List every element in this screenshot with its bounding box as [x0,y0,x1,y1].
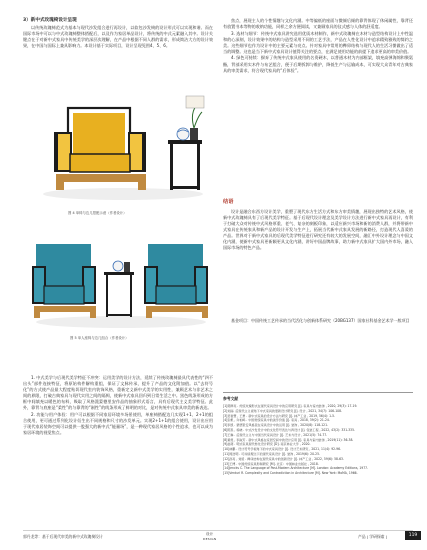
paragraph: 焦点，展现主人的个性情趣与文化内涵。中等偏低的座面与微倾后倾的靠背体现了休闲属性，靠背还有放置书本等物的收纳功能，同样之余方便阅读，又兼顾家具的仪式感与人体的舒适度。 [223,18,413,30]
references-heading: 参考文献 [223,396,239,401]
paragraph: 3. 选材与细节：传统中式家具讲究选用优质木材制作，新中式玫瑰椅在木材与造型结构设计上中性温和的心深刻，设计效果中的结构与造型采用不同的工艺手法，产品在人性化设计中追求精致雅致的简约之美。这些细节也作为设计中的主要元素与亮点。针对家具中常用的榫卯结构与现代人的生活习惯做出了适当的调整。这也是当下新中式家具设计值得关注的要点，在满足使用功能的前提下追求更高的审美价值。 [223,30,413,54]
figure-6-sofa-set-and-views [24,345,214,370]
reference-item: [9]赵萌 . 明式家具现代转化设计研究 [D]. 南京林业大学 , 2020. [223,442,311,447]
paragraph: 2. 功能与用户体验：用户可以根据不同家居环境多场景使用，单座椅搭配边几实现1+1、2+1的组合使用，更可通过系列化设计衍生出不同规格和尺寸的沙发单元。实现2+1+1的组合使用，设计出应用于现代家居装饰空间可以提供一股强大的新中式“能量场”，是一种现代家居风格的个性追求，也可以成为家居环境的视觉焦点。 [23,411,213,436]
left-column-text [23,18,213,50]
figure-5-chairs-sidetable [26,222,213,332]
reference-item: [4]张帆 , 许柏鸣 . 中国传统家具中的美学价值 [J]. 家具 , 2018, 39(2): 21-24. [223,418,330,423]
reference-item: [12]孙亮 , 刘毅 . 榫卯结构在现代家具中的创新设计 [J]. 林产工业 , 2022, 59(6): 58-63. [223,456,344,461]
footer-journal-cn: 设计 [206,532,214,536]
conclusion-heading: 结语 [223,199,234,205]
paragraph: 1. 中式美学与后现代美学特征不冲突：运用美学的设计方法，延续了传统玫瑰椅最具代表性的“四不出头”部件连接特征，将原始构件解构重组，保证了文脉传承，提升了产品的文化附加值。以“去符号化”的方式使产品最大程度贴切现代室内装饰风格，重新定义新中式美学的实用性，兼顾艺术与非艺术之间的界限，打破古典家具与现代实用之间的隔阂，使新中式家具回归到日常生活之中。黑色线条形成的方框中间填充以暖色的布料，吸取了风格派蒙德里安作品的抽象形式语言，具有后现代主义美学特征。此外，靠背与底座是“柔性”的与靠背的“刚性”的线条形成了鲜明的对比，是对传统中式家具审美的新表达。 [23,375,213,411]
reference-item: [1]郭修亮 . 传统玫瑰形式在现代家具设计中的应用研究 [J]. 家具与室内装饰 , 2020, 29(3): 17-19. [223,404,358,408]
section-heading: 3）新中式玫瑰椅设计呈现 [23,18,77,23]
references-list [223,404,413,476]
reference-item: [5]李凯 . 蒙德里安风格派在家具设计中的运用 [J]. 装饰 , 2020(8): 118-121. [223,423,329,428]
reference-item: [7]王琳 . 后现代主义与中国当代家具设计 [J]. 艺术与设计 , 2021(5): 74-77. [223,432,328,437]
references-section [223,392,413,525]
conclusion-text [223,209,413,251]
footer-journal-en: DESIGN [203,537,217,541]
reference-item: [14]Jencks C. The Language of Post-Modern Architecture [M]. London: Academy Editions, 1977. [223,466,369,471]
paragraph: 4. 绿色可持续：摒弃了传统中式家具使用的名贵硬木，以普通木材为内部框架，填充高弹海绵和聚氨酯，背部采用实木件与布艺组合，便于后期拆卸与维护，降低生产与运输成本，可实现大众青年对古典家具的审美需求，符合现代家具的“后体验”。 [223,55,413,73]
right-column-text [223,18,413,74]
figure-5-caption: 图 5 单人座椅与边几组合（作者设计） [70,336,129,340]
paragraph: 以传统玫瑰椅范式为基本与现代沙发组合进行再设计，以软包沙发椅的设计形式可以实现和谐。而在国际市场中可以与中式玫瑰椅整体搭配后，以及作为家居单品设计，将传统的中式元素融入其中。设计关键点在于对新中式家具中传统美学的深层次理解，在产品中根据不同人群的需求，形成简洁大方的设计效果，在中国与国际上兼具影响力。本设计基于实际项目，设计呈现见图4、5、6。 [23,25,213,49]
fund-note: 基金项目：中国传统工艺传承的当代活化与创新体系研究（20BG137）国家社科基金艺术学一般项目 [231,318,410,323]
figure-4-chair-sidetable [28,88,213,206]
figure-4-caption: 图 4 单椅与边几搭配示意（作者设计） [68,211,127,215]
reference-item: [11]周浩明 . 可持续理念下的现代家具设计 [J]. 装饰 , 2019(6): 20-25. [223,451,320,456]
reference-item: [8]黄煜 , 李淑芳 . 新中式风格在家居空间中的设计应用 [J]. 家具与室内装饰 , 2019(11): 36-38. [223,437,354,442]
reference-item: [6]陈思 , 杨晓 . 中式沙发设计中的文化符号表达与再设计 [J]. 包装工程 , 2022, 43(2): 331-335. [223,427,356,432]
reference-item: [15]Venturi R. Complexity and Contradiction in Architecture [M]. New York: MoMA, 1966. [223,471,358,476]
page-number: 119 [405,531,421,540]
footer-running-title: 郭丹龙等：基于后现代审美的新中式玫瑰椅设计 [23,534,103,539]
reference-item: [2]刘丽. 后现代主义视角下中式家具的更新设计研究 [J]. 设计 , 2021, 34(7): 106-108. [223,408,342,413]
footer-rule [23,530,413,531]
reference-item: [13]王博 . 中国传统家具形制研究 [M]. 北京：中国林业出版社 , 2018. [223,461,319,466]
left-lower-column-text [23,375,213,437]
footer-section: 产品 | 学研探索 | [358,534,387,539]
reference-item: [10]林鹏 . 设计符号学视角下的中式家具设计 [J]. 设计艺术研究 , 2021, 11(4): 92-96. [223,447,342,452]
reference-item: [3]吴智慧 , 王勇 . 新中式家具的设计方法与研究 [J]. 林产工业 , 2019, 56(4): 1-5. [223,413,336,418]
paragraph: 设计是融合东西方设计美学，重塑了现代东方生活方式和东方审美情趣，展现出独特的艺术风格，使新中式玫瑰椅具有了后现代美学特征。基于后现代设计理念及美学设计方法进行新中式家具再设计，有利于打破大众对传统中式风格厚重、老气、复杂的刻板印象，以适应新兴市场和新的消费人群，并将带新中式家具在传统家具和新产品的设计开发与生产上，拓展当代新中式家具发展的新路径，打造现代人喜爱的产品。世界对于新中式家具的后现代美学特征进行研究还有较大的发展空间，融汇中外设计理念与中国文化内涵，使新中式家具更新颖更具文化内涵，讲好中国品牌故事，助力新中式家具扩大国内外市场，融入国际市场的特色产品。 [223,209,413,251]
